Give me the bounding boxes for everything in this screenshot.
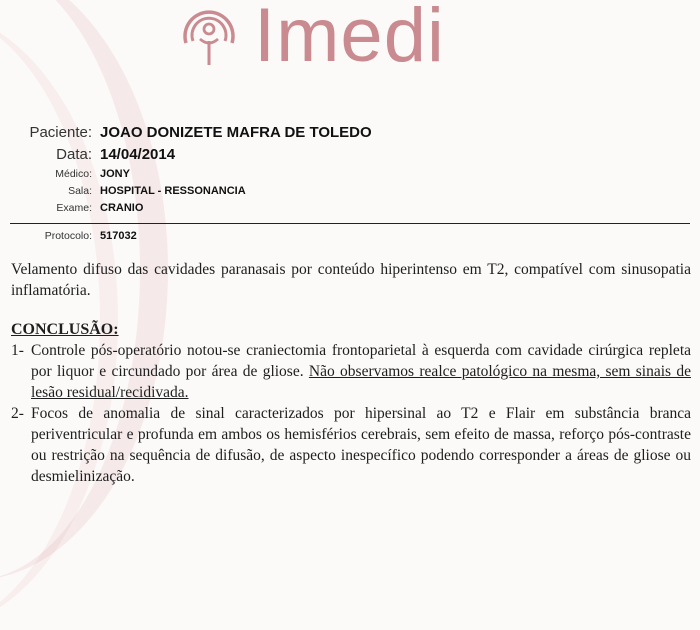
item-text-underlined: Não observamos realce patológico na mesma, sem sinais de lesão residual/recidivada.: [31, 363, 691, 401]
conclusion-item: [11, 340, 691, 403]
sala-label: Sala:: [68, 185, 92, 197]
data-value: 14/04/2014: [100, 146, 176, 163]
room-row: [0, 185, 700, 202]
paciente-label: Paciente:: [29, 124, 92, 141]
exame-value: CRANIO: [100, 202, 144, 214]
imedi-person-emblem-icon: [178, 3, 240, 69]
medico-label: Médico:: [55, 168, 92, 180]
imedi-logo: [178, 0, 445, 78]
protocolo-label: Protocolo:: [44, 230, 92, 242]
protocol-row: [0, 230, 700, 242]
item-text: [31, 340, 691, 403]
date-row: [0, 146, 700, 168]
logo-text: Imedi: [254, 0, 445, 78]
report-body: [11, 259, 691, 487]
patient-info: [0, 124, 700, 219]
sala-value: HOSPITAL - RESSONANCIA: [100, 185, 246, 197]
finding-paragraph: Velamento difuso das cavidades paranasais por conteúdo hiperintenso em T2, compatível com sinusopatia inflamatória.: [11, 261, 691, 299]
paciente-value: JOAO DONIZETE MAFRA DE TOLEDO: [100, 124, 372, 141]
item-number: 1-: [11, 342, 24, 359]
exame-label: Exame:: [56, 202, 92, 214]
item-text: Focos de anomalia de sinal caracterizados por hipersinal ao T2 e Flair em substância branca periventricular e profunda em ambos os hemisférios cerebrais, sem efeito de massa, reforço pós-contraste ou restrição na sequência de difusão, de aspecto inespecífico podendo corresponder a áreas de gliose ou desmielinização.: [31, 405, 691, 485]
doctor-row: [0, 168, 700, 185]
protocolo-value: 517032: [100, 230, 137, 242]
data-label: Data:: [56, 146, 92, 163]
item-text-main: Controle pós-operatório notou-se craniectomia frontoparietal à esquerda com cavidade cirúrgica repleta por liquor e circundado por área de gliose.: [31, 342, 691, 380]
item-number: 2-: [11, 405, 24, 422]
medico-value: JONY: [100, 168, 130, 180]
header-divider: [10, 223, 690, 224]
conclusion-item: [11, 403, 691, 487]
exam-row: [0, 202, 700, 219]
conclusion-heading: CONCLUSÃO:: [11, 321, 119, 338]
patient-row: [0, 124, 700, 146]
